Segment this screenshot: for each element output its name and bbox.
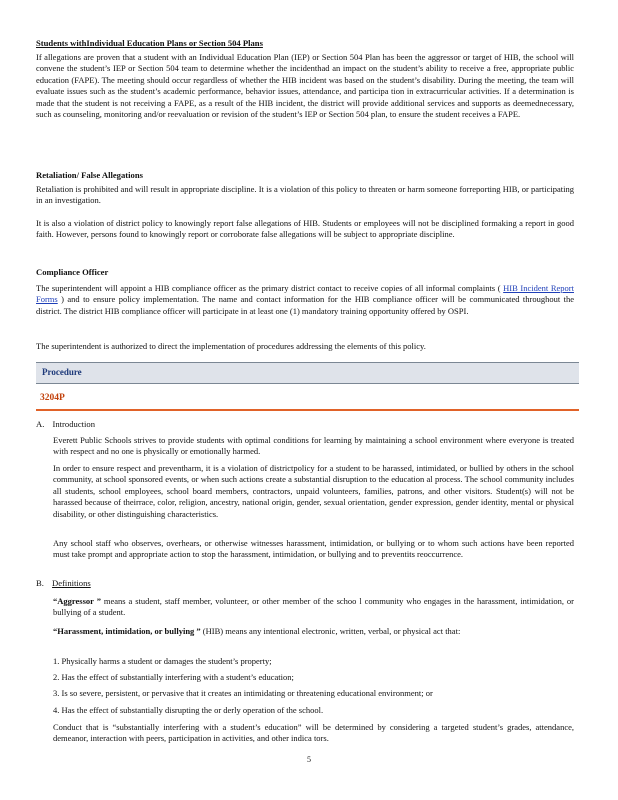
paragraph-compliance	[36, 283, 574, 317]
procedure-bar	[36, 362, 579, 384]
heading-students-iep: Students withIndividual Education Plans or Section 504 Plans	[36, 38, 263, 48]
section-a-title: Introduction	[52, 419, 95, 429]
hib-text: (HIB) means any intentional electronic, written, verbal, or physical act that:	[202, 626, 461, 636]
definition-item-4: 4. Has the effect of substantially disrupting the or derly operation of the school.	[53, 705, 324, 715]
definition-aggressor	[53, 596, 574, 619]
hib-incident-report-forms-link[interactable]: HIB Incident Report Forms	[36, 283, 574, 305]
intro-paragraph-2: In order to ensure respect and preventharm, it is a violation of districtpolicy for a student to be harassed, intimidated, or bullied by others in the school community, at school sponsored events, or when such actions create a substantial disruption to the education al process. The school community includes all students, school employees, school board members, contractors, unpaid volunteers, families, patrons, and other visitors. Student(s) will not be harassed because of theirrace, color, religion, ancestry, national origin, gender, sexual orientation, gender expression, gender identity, mental or physical disability, or other distinguishing characteristics.	[53, 463, 574, 519]
conduct-paragraph: Conduct that is “substantially interfering with a student’s education” will be determined by considering a targeted student’s grades, attendance, demeanor, interaction with peers, participation in activities, and other indica tors.	[53, 722, 574, 744]
aggressor-term: “Aggressor ”	[53, 596, 101, 606]
section-b-title: Definitions	[52, 578, 91, 588]
paragraph-students-iep: If allegations are proven that a student with an Individual Education Plan (IEP) or Section 504 Plan has been the aggressor or target of HIB, the school will convene the student’s IEP or Section 504 team to determine whether the incidenthad an impact on the student’s ability to receive a free, appropriate public education (FAPE). The meeting should occur regardless of whether the HIB incident was based on the student’s disability. During the meeting, the team will evaluate issues such as the student’s academic performance, behavior issues, attendance, and participa tion in extracurricular activities. If a determination is made that the student is not receiving a FAPE, as a result of the HIB incident, the district will provide additional services and supports as deemednecessary, such as counseling, monitoring and/or reevaluation or revision of the student’s IEP or Section 504 plan, to ensure the student receives a FAPE.	[36, 52, 574, 120]
procedure-rule	[36, 409, 579, 411]
heading-retaliation: Retaliation/ False Allegations	[36, 170, 143, 180]
section-b-heading	[36, 578, 91, 588]
definition-hib	[53, 626, 574, 637]
procedure-code: 3204P	[40, 393, 65, 403]
intro-paragraph-3: Any school staff who observes, overhears, or otherwise witnesses harassment, intimidation, or bullying or to whom such actions have been reported must take prompt and appropriate action to stop the harassment, intimidation, or bullying and to preventits reoccurrence.	[53, 538, 574, 560]
section-a-marker: A.	[36, 419, 45, 429]
paragraph-retaliation-2: It is also a violation of district policy to knowingly report false allegations of HIB. Students or employees will not be disciplined formaking a report in good faith. However, persons found to knowingly report or corroborate false allegations will be subject to appropriate discipline.	[36, 218, 574, 240]
section-b-marker: B.	[36, 578, 44, 588]
procedure-label: Procedure	[42, 367, 82, 377]
section-a-heading	[36, 419, 95, 429]
heading-compliance-officer: Compliance Officer	[36, 267, 109, 277]
paragraph-retaliation-1: Retaliation is prohibited and will result in appropriate discipline. It is a violation of this policy to threaten or harm someone forreporting HIB, or participating in an investigation.	[36, 184, 574, 206]
compliance-text-pre: The superintendent will appoint a HIB compliance officer as the primary district contact to receive copies of all informal complaints (	[36, 283, 504, 293]
compliance-text-post: ) and to ensure policy implementation. The name and contact information for the HIB compliance officer will be communicated throughout the district. The district HIB compliance officer will participate in at least one (1) mandatory training opportunity offered by OSPI.	[36, 294, 574, 316]
definition-item-3: 3. Is so severe, persistent, or pervasive that it creates an intimidating or threatening educational environment; or	[53, 688, 433, 698]
paragraph-superintendent: The superintendent is authorized to direct the implementation of procedures addressing the elements of this policy.	[36, 341, 426, 351]
definition-item-2: 2. Has the effect of substantially interfering with a student’s education;	[53, 672, 294, 682]
aggressor-text: means a student, staff member, volunteer, or other member of the schoo l community who engages in the harassment, intimidation, or bullying of a student.	[53, 596, 575, 618]
page-number: 5	[307, 755, 311, 764]
intro-paragraph-1: Everett Public Schools strives to provide students with optimal conditions for learning by maintaining a school environment where everyone is treated with respect and no one is physically or emotionally harmed.	[53, 435, 574, 457]
hib-term: “Harassment, intimidation, or bullying ”	[53, 626, 201, 636]
definition-item-1: 1. Physically harms a student or damages the student’s property;	[53, 656, 272, 666]
